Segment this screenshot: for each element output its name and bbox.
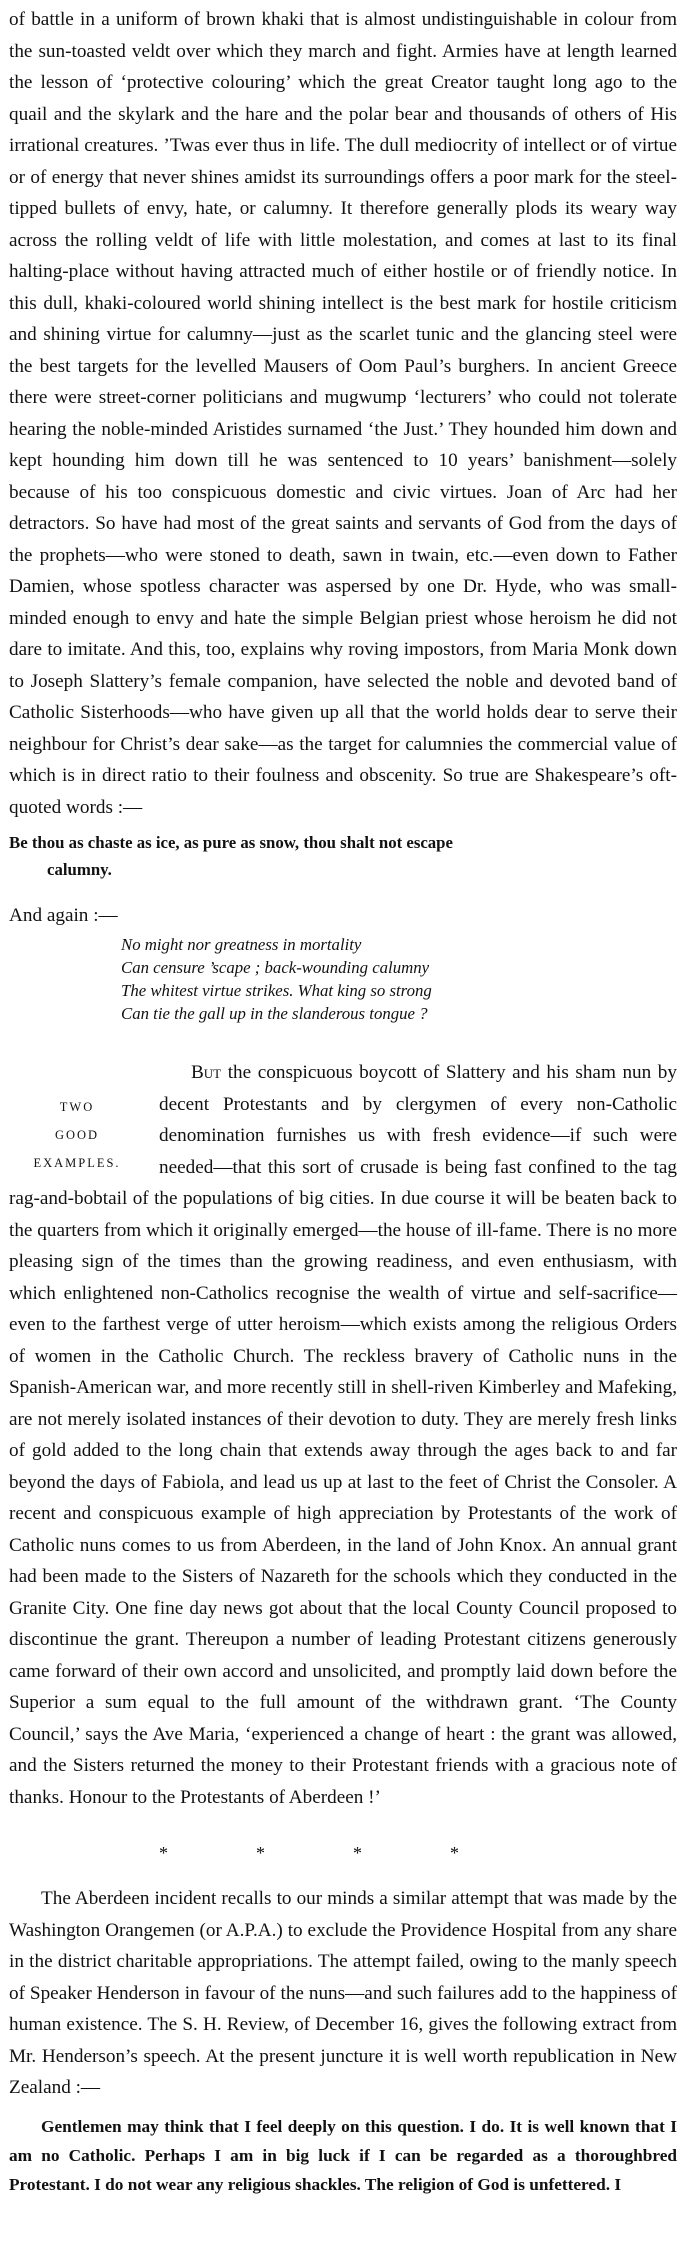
verse-quotation (121, 933, 677, 1025)
verse-line: The whitest virtue strikes. What king so strong (121, 981, 432, 1000)
divider-star: * (256, 1843, 265, 1863)
paragraph-examples-opening: But (191, 1062, 222, 1083)
divider-star: * (353, 1843, 362, 1863)
paragraph-khaki: of battle in a uniform of brown khaki that is almost undistinguishable in colour from the sun-toasted veldt over which they march and fight. Armies have at length learned the lesson of ‘protective colouring’ which the great Creator taught long ago to the quail and the skylark and the hare and the polar bear and thousands of others of His irrational creatures. ’Twas ever thus in life. The dull mediocrity of intellect or of virtue or of energy that never shines amidst its surroundings offers a poor mark for the steel-tipped bullets of envy, hate, or calumny. It therefore generally plods its weary way across the rolling veldt of life with little molestation, and comes at last to its final halting-place without having attracted much of either hostile or of friendly notice. In this dull, khaki-coloured world shining intellect is the best mark for hostile criticism and shining virtue for calumny—just as the scarlet tunic and the glancing steel were the best targets for the levelled Mausers of Oom Paul’s burghers. In ancient Greece there were street-corner politicians and mugwump ‘lecturers’ who could not tolerate hearing the noble-minded Aristides surnamed ‘the Just.’ They hounded him down and kept hounding him down till he was sentenced to 10 years’ banishment—solely because of his too conspicuous domestic and civic virtues. Joan of Arc had her detractors. So have had most of the great saints and servants of God from the days of the prophets—who were stoned to death, sawn in twain, etc.—even down to Father Damien, whose spotless character was aspersed by one Dr. Hyde, who was small-minded enough to envy and hate the simple Belgian priest whose heroism he did not dare to imitate. And this, too, explains why roving impostors, from Maria Monk down to Joseph Slattery’s female companion, have selected the noble and devoted band of Catholic Sisterhoods—who have given up all that the world holds dear to serve their neighbour for Christ’s dear sake—as the target for calumnies the commercial value of which is in direct ratio to their foulness and obscenity. So true are Shakespeare’s oft-quoted words :— (9, 9, 677, 818)
divider-star: * (450, 1843, 459, 1863)
sidenote-heading (9, 1093, 145, 1177)
paragraph-henderson-speech: Gentlemen may think that I feel deeply on this question. I do. It is well known that I am no Catholic. Perhaps I am in big luck if I can be regarded as a thoroughbred Protestant. I do not wear any religious shackles. The religion of God is unfettered. I (9, 2116, 677, 2194)
shakespeare-quote (9, 829, 677, 883)
verse-line: Can tie the gall up in the slanderous tongue ? (121, 1004, 428, 1023)
divider-star: * (159, 1843, 168, 1863)
verse-line: No might nor greatness in mortality (121, 935, 362, 954)
verse-line: Can censure ’scape ; back-wounding calumny (121, 958, 430, 977)
sidenote-line: GOOD (54, 1128, 100, 1142)
paragraph-washington: The Aberdeen incident recalls to our minds a similar attempt that was made by the Washington Orangemen (or A.P.A.) to exclude the Providence Hospital from any share in the district charitable appropriations. The attempt failed, owing to the manly speech of Speaker Henderson in favour of the nuns—and such failures add to the happiness of human existence. The S. H. Review, of December 16, gives the following extract from Mr. Henderson’s speech. At the present juncture it is well worth republication in New Zealand :— (9, 1888, 677, 2098)
and-again-lead: And again :— (9, 905, 118, 926)
sidenote-line: TWO (59, 1100, 95, 1114)
shakespeare-quote-line-1: Be thou as chaste as ice, as pure as snow, thou shalt not escape (9, 833, 453, 852)
shakespeare-quote-line-2: calumny. (47, 860, 112, 879)
section-divider-stars (159, 1843, 459, 1863)
paragraph-examples-text: the conspicuous boycott of Slattery and his sham nun by decent Protestants and by clergymen of every non-Catholic denomination furnishes us with fresh evidence—if such were needed—that this sort of crusade is being fast confined to the tag rag-and-bobtail of the populations of big cities. In due course it will be beaten back to the quarters from which it originally emerged—the house of ill-fame. There is no more pleasing sign of the times than the growing readiness, and even enthusiasm, with which enlightened non-Catholics recognise the wealth of virtue and self-sacrifice—even to the farthest verge of utter heroism—which exists among the religious Orders of women in the Catholic Church. The reckless bravery of Catholic nuns in the Spanish-American war, and more recently still in shell-riven Kimberley and Mafeking, are not merely isolated instances of their devotion to duty. They are merely fresh links of gold added to the long chain that extends away through the ages back to and far beyond the days of Fabiola, and lead us up at last to the feet of Christ the Consoler. A recent and conspicuous example of high appreciation by Protestants of the work of Catholic nuns comes to us from Aberdeen, in the land of John Knox. An annual grant had been made to the Sisters of Nazareth for the schools which they conducted in the Granite City. One fine day news got about that the local County Council proposed to discontinue the grant. Thereupon a number of leading Protestant citizens generously came forward of their own accord and unsolicited, and promptly laid down before the Superior a sum equal to the full amount of the withdrawn grant. ‘The County Council,’ says the Ave Maria, ‘experienced a change of heart : the grant was allowed, and the Sisters returned the money to their Protestant friends with a gracious note of thanks. Honour to the Protestants of Aberdeen !’ (9, 1062, 677, 1808)
sidenote-line: EXAMPLES. (33, 1156, 121, 1170)
section-two-good-examples (9, 1057, 677, 1813)
